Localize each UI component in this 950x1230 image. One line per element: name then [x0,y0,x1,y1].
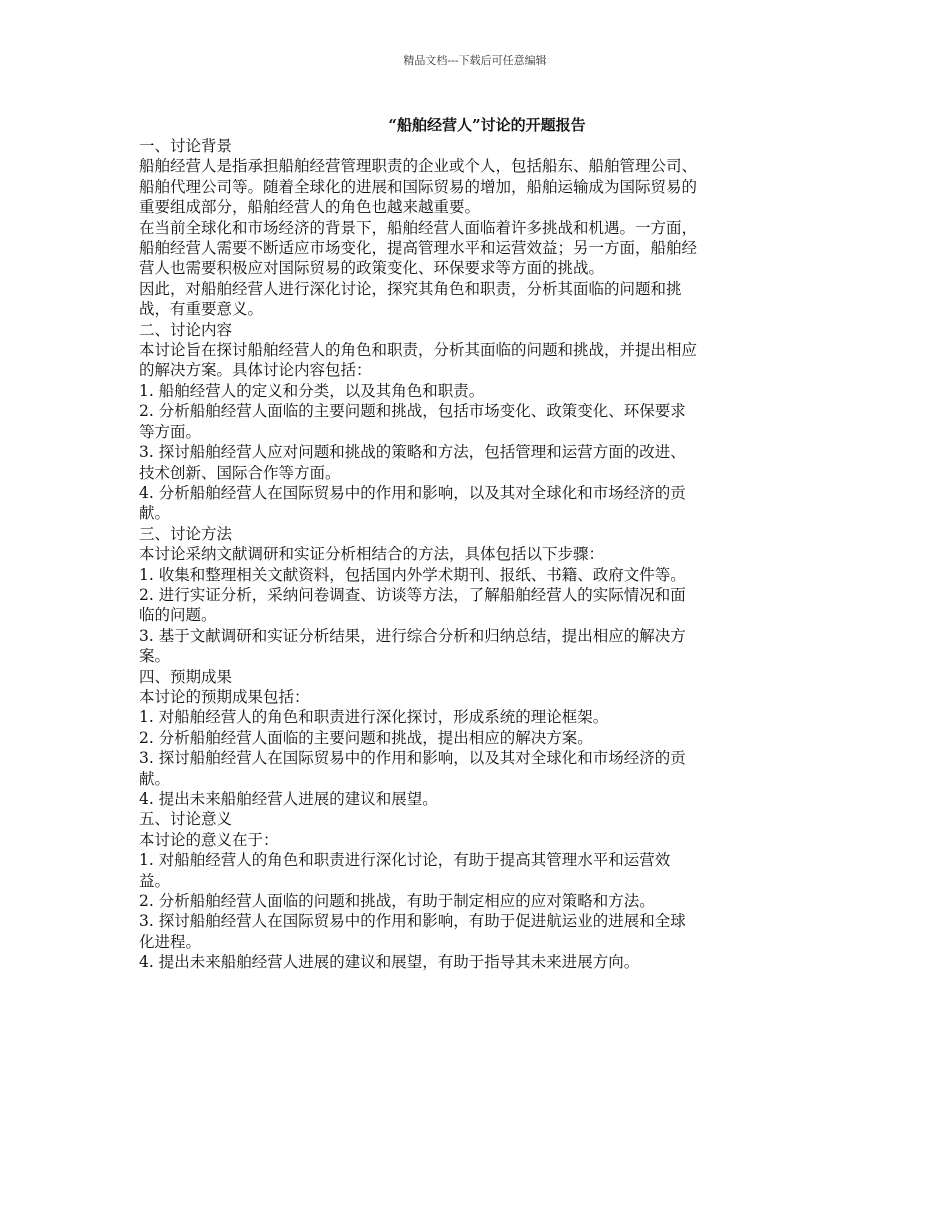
paragraph-line: 1. 对船舶经营人的角色和职责进行深化讨论，有助于提高其管理水平和运营效 [139,851,671,870]
section-5 [139,809,819,972]
paragraph-line: 3. 探讨船舶经营人应对问题和挑战的策略和方法，包括管理和运营方面的改进、 [139,443,686,462]
paragraph-line: 献。 [139,769,171,788]
section-4 [139,667,819,810]
paragraph-line: 本讨论的预期成果包括： [139,687,310,706]
paragraph-line: 4. 提出未来船舶经营人进展的建议和展望。 [139,790,438,808]
paragraph-line: 战，有重要意义。 [139,300,264,319]
section-heading: 一、讨论背景 [139,137,233,155]
paragraph-line: 2. 分析船舶经营人面临的主要问题和挑战，提出相应的解决方案。 [139,728,593,747]
paragraph-line: 3. 探讨船舶经营人在国际贸易中的作用和影响，有助于促进航运业的进展和全球 [139,912,686,931]
paragraph-line: 船舶代理公司等。随着全球化的进展和国际贸易的增加，船舶运输成为国际贸易的 [139,177,698,196]
paragraph-line: 2. 进行实证分析，采纳问卷调查、访谈等方法，了解船舶经营人的实际情况和面 [139,585,686,604]
paragraph-line: 本讨论旨在探讨船舶经营人的角色和职责，分析其面临的问题和挑战，并提出相应 [139,341,698,360]
paragraph-line: 4. 提出未来船舶经营人进展的建议和展望，有助于指导其未来进展方向。 [139,953,640,972]
paragraph-line: 重要组成部分，船舶经营人的角色也越来越重要。 [139,198,481,217]
document-body [139,114,819,973]
section-1 [139,136,819,320]
paragraph-line: 船舶经营人是指承担船舶经营管理职责的企业或个人，包括船东、船舶管理公司、 [139,157,698,176]
paragraph-line: 的解决方案。具体讨论内容包括： [139,361,372,380]
paragraph-line: 营人也需要积极应对国际贸易的政策变化、环保要求等方面的挑战。 [139,259,605,278]
section-heading: 四、预期成果 [139,667,233,686]
paragraph-line: 3. 探讨船舶经营人在国际贸易中的作用和影响，以及其对全球化和市场经济的贡 [139,749,686,768]
paragraph-line: 在当前全球化和市场经济的背景下，船舶经营人面临着许多挑战和机遇。一方面， [139,218,698,237]
paragraph-line: 献。 [139,504,171,523]
paragraph-line: 化进程。 [139,932,202,951]
paragraph-line: 1. 收集和整理相关文献资料，包括国内外学术期刊、报纸、书籍、政府文件等。 [139,565,686,584]
paragraph-line: 益。 [139,871,171,890]
paragraph-line: 临的问题。 [139,606,217,625]
sections-container [139,136,819,973]
document-title: “船舶经营人”讨论的开题报告 [388,116,586,134]
section-heading: 二、讨论内容 [139,320,233,339]
paragraph-line: 2. 分析船舶经营人面临的问题和挑战，有助于制定相应的应对策略和方法。 [139,892,655,911]
section-2 [139,320,819,524]
section-heading: 三、讨论方法 [139,524,233,543]
paragraph-line: 4. 分析船舶经营人在国际贸易中的作用和影响，以及其对全球化和市场经济的贡 [139,483,686,502]
page-header: 精品文档---下载后可任意编辑 [403,54,547,67]
paragraph-line: 1. 对船舶经营人的角色和职责进行深化探讨，形成系统的理论框架。 [139,708,609,727]
paragraph-line: 本讨论的意义在于： [139,830,279,849]
paragraph-line: 本讨论采纳文献调研和实证分析相结合的方法，具体包括以下步骤： [139,545,605,564]
section-heading: 五、讨论意义 [139,810,233,829]
paragraph-line: 技术创新、国际合作等方面。 [139,463,341,482]
paragraph-line: 船舶经营人需要不断适应市场变化，提高管理水平和运营效益；另一方面，船舶经 [139,239,698,258]
paragraph-line: 因此，对船舶经营人进行深化讨论，探究其角色和职责，分析其面临的问题和挑 [139,279,682,298]
section-3 [139,524,819,667]
paragraph-line: 等方面。 [139,422,202,441]
paragraph-line: 3. 基于文献调研和实证分析结果，进行综合分析和归纳总结，提出相应的解决方 [139,626,686,645]
paragraph-line: 2. 分析船舶经营人面临的主要问题和挑战，包括市场变化、政策变化、环保要求 [139,402,686,421]
paragraph-line: 1. 船舶经营人的定义和分类，以及其角色和职责。 [139,381,485,400]
paragraph-line: 案。 [139,647,171,666]
